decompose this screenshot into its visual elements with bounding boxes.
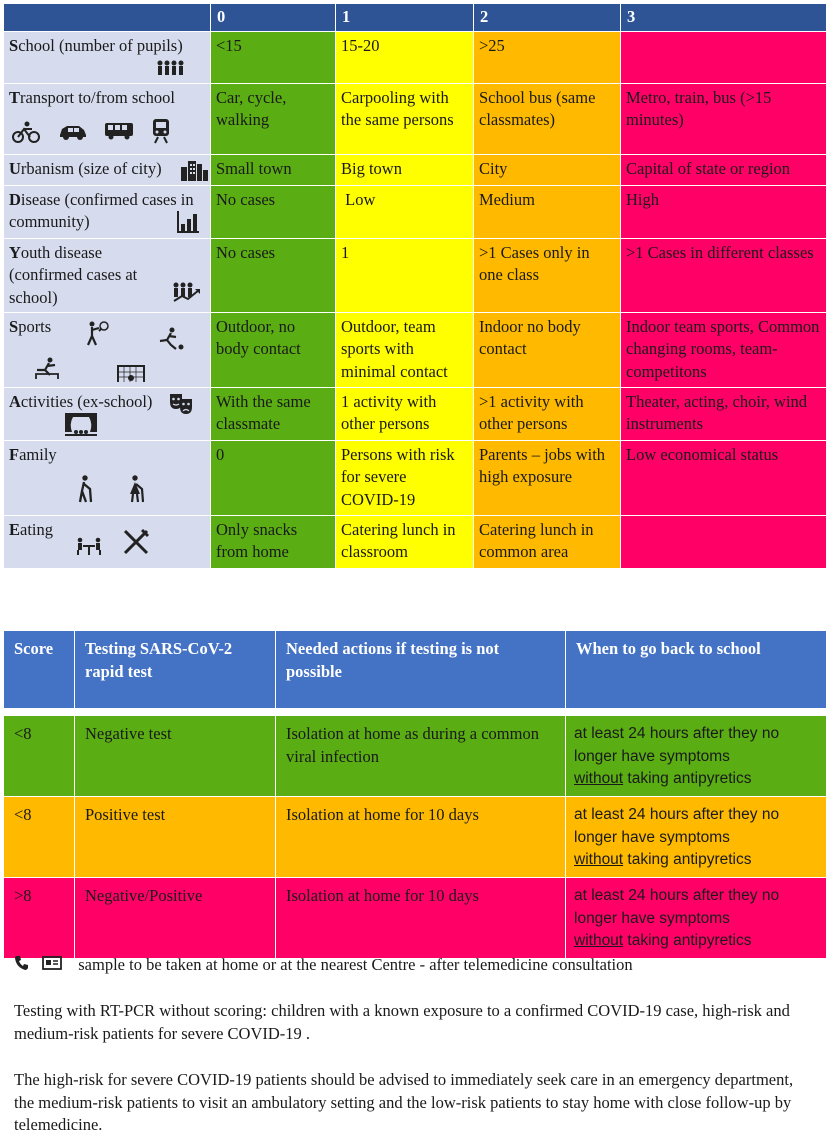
transport-score-0: Car, cycle, walking	[211, 83, 336, 154]
sports-score-0: Outdoor, no body contact	[211, 312, 336, 387]
disease-score-3: High	[621, 185, 827, 238]
transport-score-3: Metro, train, bus (>15 minutes)	[621, 83, 827, 154]
row2-test: Positive test	[75, 797, 276, 878]
category-sports: Sports	[4, 312, 211, 387]
table-row	[4, 83, 827, 154]
scoring-header-row	[4, 4, 827, 32]
bus-icon	[104, 122, 134, 140]
school-score-2: >25	[474, 31, 621, 83]
table-row	[4, 154, 827, 185]
urbanism-score-0: Small town	[211, 154, 336, 185]
activities-score-3: Theater, acting, choir, wind instruments	[621, 387, 827, 440]
testing-header-row	[4, 631, 827, 709]
row1-test: Negative test	[75, 716, 276, 797]
category-transport: Transport to/from school	[4, 83, 211, 154]
elderly-man-icon	[76, 475, 98, 503]
car-icon	[58, 124, 88, 140]
header-score-0: 0	[211, 4, 336, 32]
row3-score: >8	[4, 878, 75, 959]
table-row	[4, 440, 827, 515]
urbanism-score-3: Capital of state or region	[621, 154, 827, 185]
header-testing: Testing SARS-CoV-2 rapid test	[75, 631, 276, 709]
header-score-1: 1	[336, 4, 474, 32]
train-icon	[150, 118, 172, 144]
recommendation-paragraph: The high-risk for severe COVID-19 patients should be advised to immediately seek care in an emergency department, the medium-risk patients to visit an ambulatory setting and the low-risk patients to stay home with close follow-up by telemedicine.	[14, 1070, 794, 1134]
testing-actions-table	[3, 630, 827, 959]
urbanism-score-2: City	[474, 154, 621, 185]
row1-when: at least 24 hours after they no longer have symptoms without taking antipyretics	[566, 716, 827, 797]
tennis-player-icon	[84, 321, 110, 347]
disease-score-2: Medium	[474, 185, 621, 238]
bicycle-icon	[12, 120, 40, 144]
table-row	[4, 797, 827, 878]
table-row	[4, 185, 827, 238]
soccer-player-icon	[156, 327, 184, 351]
transport-score-1: Carpooling with the same persons	[336, 83, 474, 154]
category-activities: Activities (ex-school)	[4, 387, 211, 440]
disease-score-0: No cases	[211, 185, 336, 238]
youth-score-3: >1 Cases in different classes	[621, 238, 827, 312]
header-score-2: 2	[474, 4, 621, 32]
category-family: Family	[4, 440, 211, 515]
disease-score-1: Low	[336, 185, 474, 238]
row2-score: <8	[4, 797, 75, 878]
row3-when: at least 24 hours after they no longer have symptoms without taking antipyretics	[566, 878, 827, 959]
table-row	[4, 31, 827, 83]
fork-knife-icon	[122, 528, 150, 556]
header-score-3: 3	[621, 4, 827, 32]
spacer-row	[4, 709, 827, 716]
row2-when: at least 24 hours after they no longer have symptoms without taking antipyretics	[566, 797, 827, 878]
phone-icon	[14, 955, 30, 977]
category-urbanism: Urbanism (size of city)	[4, 154, 211, 185]
school-score-3	[621, 31, 827, 83]
note-text: sample to be taken at home or at the nearest Centre - after telemedicine consultation	[78, 955, 633, 974]
activities-score-0: With the same classmate	[211, 387, 336, 440]
risk-scoring-table	[3, 3, 827, 569]
sports-score-3: Indoor team sports, Common changing rooms, team-competitons	[621, 312, 827, 387]
activities-score-1: 1 activity with other persons	[336, 387, 474, 440]
theater-masks-icon	[168, 392, 194, 416]
table-row	[4, 312, 827, 387]
category-school: School (number of pupils)	[4, 31, 211, 83]
city-buildings-icon	[180, 159, 208, 181]
sampling-note	[14, 954, 633, 977]
header-score: Score	[4, 631, 75, 709]
urbanism-score-1: Big town	[336, 154, 474, 185]
category-youth-disease: Youth disease (confirmed cases at school)	[4, 238, 211, 312]
youth-score-1: 1	[336, 238, 474, 312]
hurdler-icon	[34, 357, 60, 381]
theater-stage-icon	[64, 412, 98, 436]
id-card-icon	[42, 955, 62, 977]
category-eating: Eating	[4, 515, 211, 568]
header-when: When to go back to school	[566, 631, 827, 709]
table-row	[4, 716, 827, 797]
table-row	[4, 878, 827, 959]
elderly-woman-icon	[126, 475, 148, 503]
transport-score-2: School bus (same classmates)	[474, 83, 621, 154]
school-score-1: 15-20	[336, 31, 474, 83]
group-of-people-icon	[156, 60, 186, 76]
school-score-0: <15	[211, 31, 336, 83]
soccer-goal-icon	[116, 363, 146, 383]
row1-score: <8	[4, 716, 75, 797]
row1-action: Isolation at home as during a common viral infection	[276, 716, 566, 797]
table-row	[4, 238, 827, 312]
family-score-0: 0	[211, 440, 336, 515]
row3-test: Negative/Positive	[75, 878, 276, 959]
bar-chart-icon	[176, 210, 200, 234]
rt-pcr-paragraph: Testing with RT-PCR without scoring: children with a known exposure to a confirmed COVID-19 case, high-risk and medium-risk patients for severe COVID-19 .	[14, 1001, 790, 1043]
youth-score-2: >1 Cases only in one class	[474, 238, 621, 312]
eating-score-1: Catering lunch in classroom	[336, 515, 474, 568]
eating-score-0: Only snacks from home	[211, 515, 336, 568]
eating-score-3	[621, 515, 827, 568]
family-score-1: Persons with risk for severe COVID-19	[336, 440, 474, 515]
dining-table-icon	[76, 536, 102, 556]
table-row	[4, 387, 827, 440]
eating-score-2: Catering lunch in common area	[474, 515, 621, 568]
sports-score-2: Indoor no body contact	[474, 312, 621, 387]
header-actions: Needed actions if testing is not possible	[276, 631, 566, 709]
header-empty	[4, 4, 211, 32]
activities-score-2: >1 activity with other persons	[474, 387, 621, 440]
youth-score-0: No cases	[211, 238, 336, 312]
family-score-3: Low economical status	[621, 440, 827, 515]
category-disease: Disease (confirmed cases in community)	[4, 185, 211, 238]
group-trend-icon	[172, 281, 202, 303]
sports-score-1: Outdoor, team sports with minimal contact	[336, 312, 474, 387]
family-score-2: Parents – jobs with high exposure	[474, 440, 621, 515]
row2-action: Isolation at home for 10 days	[276, 797, 566, 878]
table-row	[4, 515, 827, 568]
row3-action: Isolation at home for 10 days	[276, 878, 566, 959]
